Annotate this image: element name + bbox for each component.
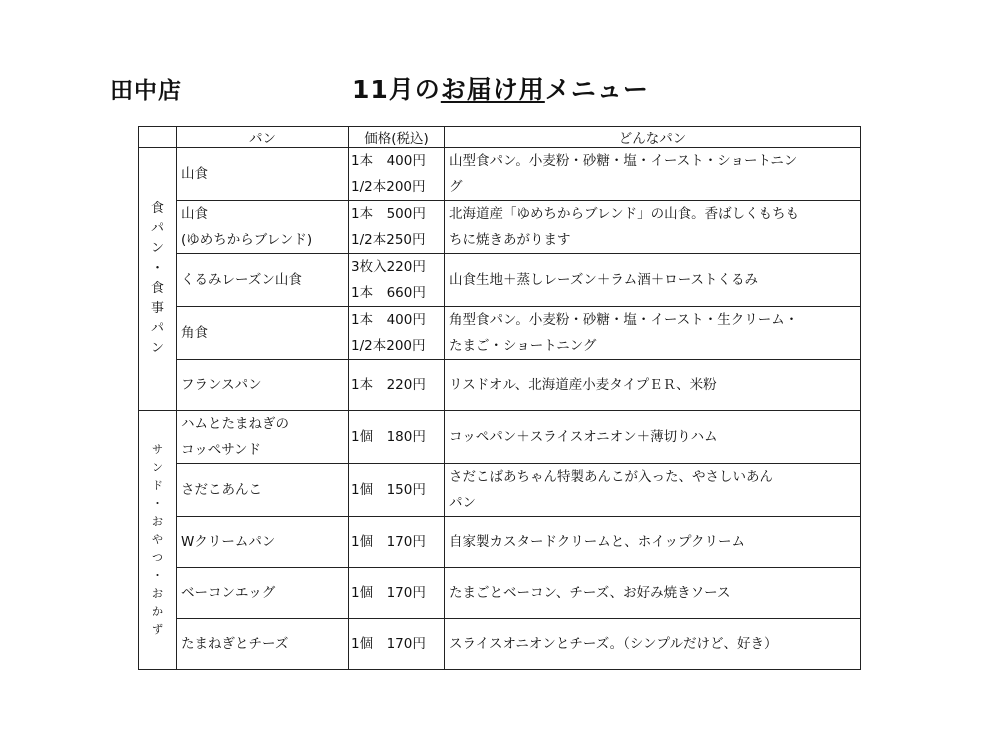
bread-name-line: Wクリームパン [181,534,276,550]
price-cell [349,464,445,517]
price-line: 3枚入220円 [351,259,426,275]
description-line: パン [449,495,476,511]
table-row [139,307,861,360]
category-vertical-label [139,441,176,639]
category-char: 事 [150,301,164,316]
description-line: グ [449,179,463,195]
table-row [139,360,861,411]
description-line: 角型食パン。小麦粉・砂糖・塩・イースト・生クリーム・ [449,312,799,328]
category-char: ・ [152,497,163,510]
description-cell [445,148,861,201]
price-line: 1個 170円 [351,534,426,550]
description-line: 北海道産「ゆめちからブレンド」の山食。香ばしくもちも [449,206,800,222]
column-header-description: どんなパン [445,127,861,148]
title-prefix: 11月の [352,75,441,104]
bread-name-cell [177,464,349,517]
bread-name-cell [177,307,349,360]
category-char: ず [152,623,163,636]
description-line: スライスオニオンとチーズ。（シンプルだけど、好き） [449,636,778,652]
price-line: 1本 500円 [351,206,426,222]
price-cell [349,517,445,568]
description-line: 自家製カスタードクリームと、ホイップクリーム [449,534,746,550]
description-line: 山型食パン。小麦粉・砂糖・塩・イースト・ショートニン [449,153,798,169]
category-char: ン [152,461,163,474]
price-line: 1本 220円 [351,377,426,393]
bread-name-line: 角食 [181,325,208,341]
bread-name-cell [177,411,349,464]
bread-name-line: たまねぎとチーズ [181,636,289,652]
price-line: 1/2本250円 [351,232,426,248]
category-char: や [152,533,163,546]
description-cell [445,307,861,360]
price-cell [349,307,445,360]
description-cell [445,201,861,254]
description-line: たまご・ショートニング [449,338,597,354]
menu-table [138,126,861,670]
category-vertical-label [139,199,176,359]
table-row [139,464,861,517]
bread-name-line: ハムとたまねぎの [181,416,289,432]
bread-name-line: ベーコンエッグ [181,585,276,601]
page-title [352,70,649,106]
category-char: お [152,515,163,528]
bread-name-cell [177,619,349,670]
table-row [139,411,861,464]
category-cell [139,148,177,411]
category-char: パ [150,321,164,336]
bread-name-cell [177,201,349,254]
menu-body [139,148,861,670]
category-char: パ [150,221,164,236]
price-line: 1本 400円 [351,153,426,169]
description-cell [445,360,861,411]
table-row [139,148,861,201]
bread-name-line: (ゆめちからブレンド) [181,232,313,248]
column-header-price: 価格(税込) [349,127,445,148]
bread-name-cell [177,148,349,201]
table-row [139,201,861,254]
price-line: 1/2本200円 [351,338,426,354]
description-cell [445,411,861,464]
header-row [139,127,861,148]
category-char: サ [152,443,163,456]
category-char: 食 [150,201,164,216]
description-line: ちに焼きあがります [449,232,571,248]
title-underlined: お届け用 [440,75,545,104]
column-header-bread: パン [177,127,349,148]
category-char: ・ [152,569,163,582]
bread-name-cell [177,517,349,568]
table-row [139,619,861,670]
category-char: ド [152,479,163,492]
price-cell [349,148,445,201]
price-line: 1本 660円 [351,285,426,301]
description-line: コッペパン＋スライスオニオン＋薄切りハム [449,429,718,445]
description-line: さだこばあちゃん特製あんこが入った、やさしいあん [449,469,773,485]
bread-name-line: 山食 [181,166,208,182]
table-row [139,568,861,619]
description-cell [445,619,861,670]
bread-name-cell [177,254,349,307]
shop-name: 田中店 [110,78,182,104]
price-cell [349,411,445,464]
bread-name-line: くるみレーズン山食 [181,272,302,288]
category-char: 食 [150,281,164,296]
price-cell [349,568,445,619]
title-suffix: メニュー [544,75,649,104]
price-line: 1本 400円 [351,312,426,328]
table-row [139,517,861,568]
category-char: か [152,605,163,618]
price-line: 1個 170円 [351,636,426,652]
table-row [139,254,861,307]
price-line: 1個 180円 [351,429,426,445]
price-line: 1個 150円 [351,482,426,498]
bread-name-cell [177,568,349,619]
bread-name-cell [177,360,349,411]
category-char: お [152,587,163,600]
description-line: リスドオル、北海道産小麦タイプＥＲ、米粉 [449,377,717,393]
bread-name-line: コッペサンド [181,442,262,458]
description-cell [445,254,861,307]
bread-name-line: さだこあんこ [181,482,262,498]
category-cell [139,411,177,670]
price-cell [349,619,445,670]
category-char: つ [152,551,163,564]
price-cell [349,201,445,254]
price-line: 1/2本200円 [351,179,426,195]
description-line: 山食生地＋蒸しレーズン＋ラム酒＋ローストくるみ [449,272,759,288]
description-line: たまごとベーコン、チーズ、お好み焼きソース [449,585,731,601]
description-cell [445,517,861,568]
column-header-category [139,127,177,148]
price-cell [349,360,445,411]
price-line: 1個 170円 [351,585,426,601]
category-char: ン [150,241,164,256]
category-char: ン [150,341,164,356]
description-cell [445,568,861,619]
bread-name-line: フランスパン [181,377,262,393]
category-char: ・ [150,261,164,276]
bread-name-line: 山食 [181,206,208,222]
price-cell [349,254,445,307]
description-cell [445,464,861,517]
